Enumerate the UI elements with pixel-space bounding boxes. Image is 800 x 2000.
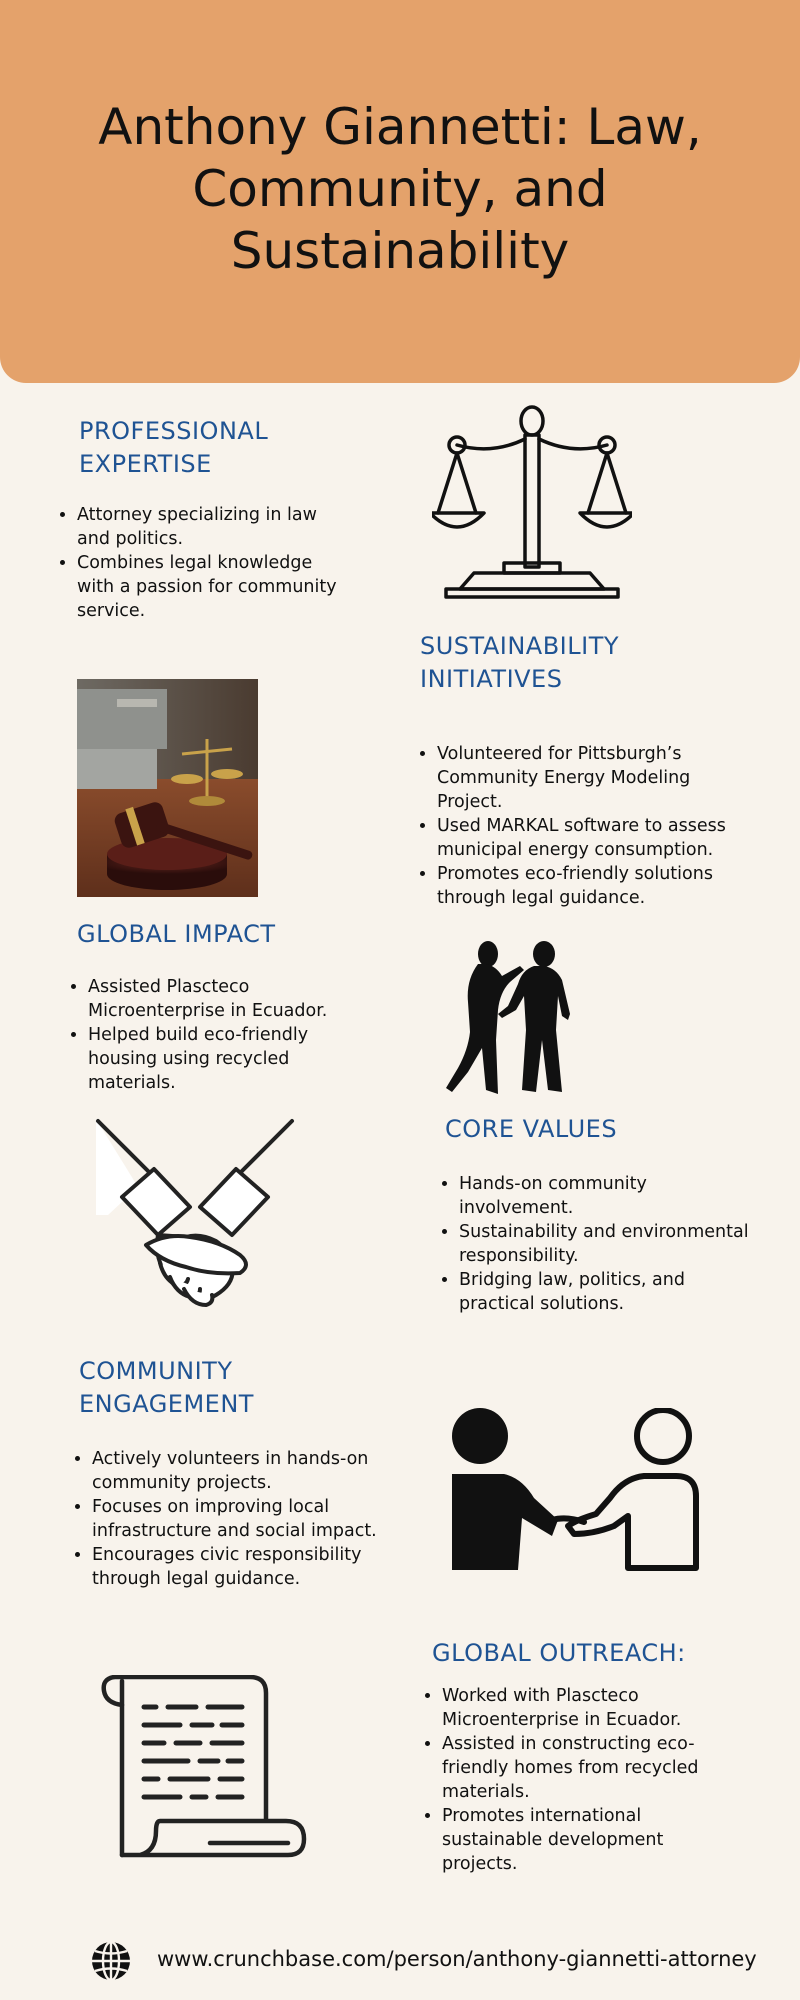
- title-line-3: Sustainability: [230, 222, 570, 280]
- global-impact-heading: GLOBAL IMPACT: [77, 920, 276, 948]
- list-item: • Hands-on community involvement.: [459, 1172, 749, 1220]
- list-item: • Sustainability and environmental responsibility.: [459, 1220, 749, 1268]
- list-item: • Used MARKAL software to assess municipal energy consumption.: [437, 814, 737, 862]
- footer-url[interactable]: www.crunchbase.com/person/anthony-giannetti-attorney: [157, 1947, 757, 1971]
- core-values-heading: CORE VALUES: [445, 1115, 618, 1143]
- sustainability-initiatives-list: [417, 742, 737, 910]
- scales-of-justice-icon: [432, 403, 632, 599]
- list-item: • Bridging law, politics, and practical solutions.: [459, 1268, 749, 1316]
- list-item: • Helped build eco-friendly housing using recycled materials.: [88, 1023, 358, 1095]
- scroll-document-icon: [100, 1675, 310, 1861]
- list-item: • Assisted in constructing eco-friendly homes from recycled materials.: [442, 1732, 732, 1804]
- professional-expertise-heading: PROFESSIONAL EXPERTISE: [79, 417, 269, 478]
- list-item: • Worked with Plascteco Microenterprise in Ecuador.: [442, 1684, 732, 1732]
- two-people-talking-icon: [438, 940, 590, 1096]
- handshake-icon: [90, 1115, 300, 1315]
- list-item: • Encourages civic responsibility through legal guidance.: [92, 1543, 402, 1591]
- globe-icon: [91, 1941, 131, 1981]
- list-item: • Promotes international sustainable development projects.: [442, 1804, 732, 1876]
- global-outreach-heading: GLOBAL OUTREACH:: [432, 1639, 686, 1667]
- community-engagement-list: [72, 1447, 402, 1591]
- list-item: • Assisted Plascteco Microenterprise in Ecuador.: [88, 975, 358, 1023]
- list-item: • Focuses on improving local infrastructure and social impact.: [92, 1495, 402, 1543]
- community-engagement-heading: COMMUNITY ENGAGEMENT: [79, 1357, 254, 1418]
- list-item: • Actively volunteers in hands-on community projects.: [92, 1447, 402, 1495]
- page-title: [0, 96, 800, 282]
- global-outreach-list: [422, 1684, 732, 1876]
- sustainability-initiatives-heading: SUSTAINABILITY INITIATIVES: [420, 632, 620, 693]
- global-impact-list: [68, 975, 358, 1095]
- title-line-2: Community, and: [192, 160, 608, 218]
- list-item: • Volunteered for Pittsburgh’s Community Energy Modeling Project.: [437, 742, 737, 814]
- title-line-1: Anthony Giannetti: Law,: [98, 98, 702, 156]
- header-banner: [0, 0, 800, 383]
- core-values-list: [439, 1172, 749, 1316]
- two-people-shaking-hands-icon: [448, 1408, 700, 1572]
- list-item: • Promotes eco-friendly solutions through legal guidance.: [437, 862, 737, 910]
- list-item: • Attorney specializing in law and politics.: [77, 503, 347, 551]
- list-item: • Combines legal knowledge with a passion for community service.: [77, 551, 347, 623]
- professional-expertise-list: [57, 503, 347, 623]
- gavel-and-scales-photo: [77, 679, 258, 897]
